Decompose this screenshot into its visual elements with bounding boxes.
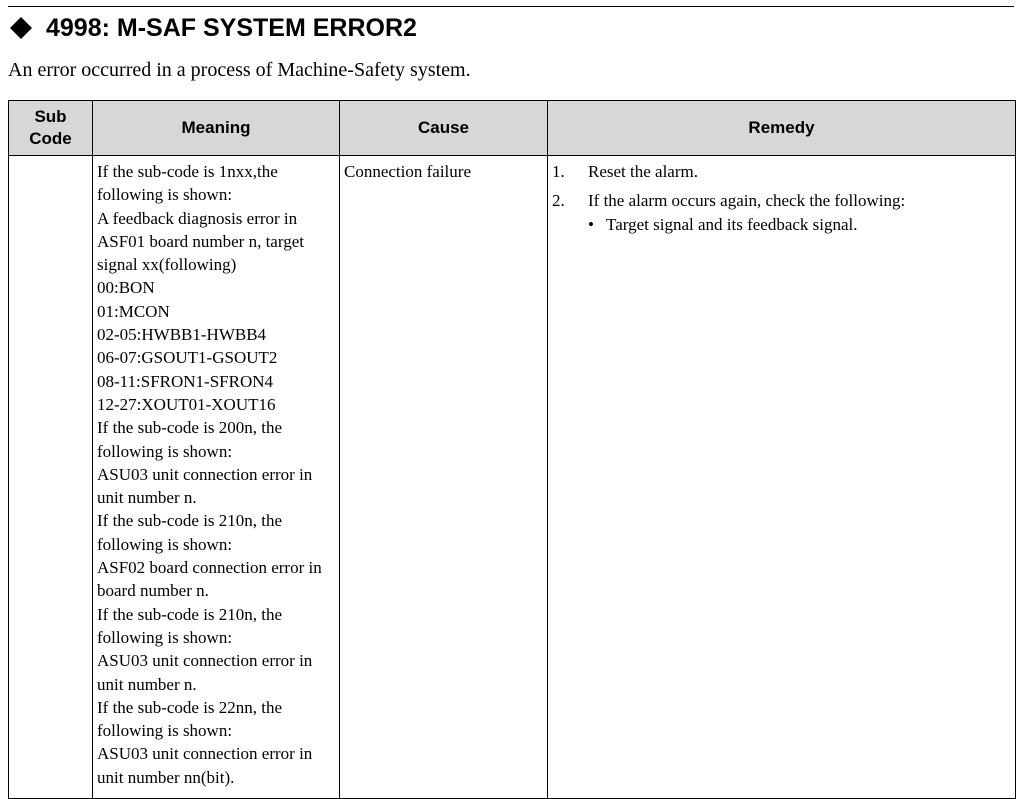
meaning-line: If the sub-code is 200n, the bbox=[97, 418, 283, 438]
meaning-line: following is shown: bbox=[97, 721, 233, 741]
meaning-line: If the sub-code is 210n, the bbox=[97, 511, 283, 531]
meaning-line: If the sub-code is 210n, the bbox=[97, 604, 283, 624]
top-rule bbox=[8, 6, 1014, 7]
header-sub-code: Sub Code bbox=[9, 101, 93, 156]
remedy-bullet-text: Target signal and its feedback signal. bbox=[606, 214, 858, 234]
remedy-bullet-item bbox=[588, 213, 1011, 236]
remedy-step-number: 2. bbox=[552, 191, 565, 211]
meaning-line: signal xx(following) bbox=[97, 255, 237, 275]
meaning-line: ASU03 unit connection error in bbox=[97, 651, 313, 671]
header-remedy: Remedy bbox=[548, 101, 1016, 156]
cell-cause: Connection failure bbox=[340, 156, 548, 799]
meaning-line: ASU03 unit connection error in bbox=[97, 744, 313, 764]
meaning-line: unit number n. bbox=[97, 674, 197, 694]
table-row bbox=[9, 156, 1016, 799]
remedy-step-text: Reset the alarm. bbox=[588, 162, 698, 181]
diamond-bullet-icon bbox=[10, 17, 32, 39]
page-title: 4998: M-SAF SYSTEM ERROR2 bbox=[46, 13, 417, 42]
meaning-line: following is shown: bbox=[97, 534, 233, 554]
meaning-line: unit number nn(bit). bbox=[97, 767, 235, 787]
meaning-line: 02-05:HWBB1-HWBB4 bbox=[97, 325, 267, 345]
meaning-line: A feedback diagnosis error in bbox=[97, 208, 298, 228]
meaning-line: following is shown: bbox=[97, 441, 233, 461]
remedy-step-text: If the alarm occurs again, check the following: bbox=[588, 191, 906, 211]
meaning-line: ASF01 board number n, target bbox=[97, 231, 304, 251]
cell-sub-code bbox=[9, 156, 93, 799]
meaning-line: 01:MCON bbox=[97, 301, 170, 321]
meaning-line: following is shown: bbox=[97, 627, 233, 647]
meaning-line: 12-27:XOUT01-XOUT16 bbox=[97, 394, 276, 414]
remedy-step-number: 1. bbox=[552, 162, 565, 181]
intro-text: An error occurred in a process of Machine-Safety system. bbox=[8, 59, 471, 81]
meaning-line: If the sub-code is 1nxx,the bbox=[97, 162, 278, 181]
header-cause: Cause bbox=[340, 101, 548, 156]
meaning-line: ASF02 board connection error in bbox=[97, 558, 322, 578]
meaning-line: 06-07:GSOUT1-GSOUT2 bbox=[97, 348, 278, 368]
meaning-line: board number n. bbox=[97, 581, 209, 601]
bullet-icon: • bbox=[588, 214, 594, 234]
alarm-table bbox=[8, 100, 1016, 799]
cell-meaning bbox=[93, 156, 340, 799]
header-meaning: Meaning bbox=[93, 101, 340, 156]
meaning-line: 00:BON bbox=[97, 278, 155, 298]
meaning-line: 08-11:SFRON1-SFRON4 bbox=[97, 371, 274, 391]
remedy-step bbox=[552, 160, 1011, 183]
remedy-step bbox=[552, 189, 1011, 212]
meaning-line: If the sub-code is 22nn, the bbox=[97, 697, 283, 717]
cell-remedy bbox=[548, 156, 1016, 799]
meaning-line: ASU03 unit connection error in bbox=[97, 464, 313, 484]
meaning-line: following is shown: bbox=[97, 185, 233, 205]
section-heading bbox=[8, 12, 417, 44]
table-header-row bbox=[9, 101, 1016, 156]
meaning-line: unit number n. bbox=[97, 488, 197, 508]
